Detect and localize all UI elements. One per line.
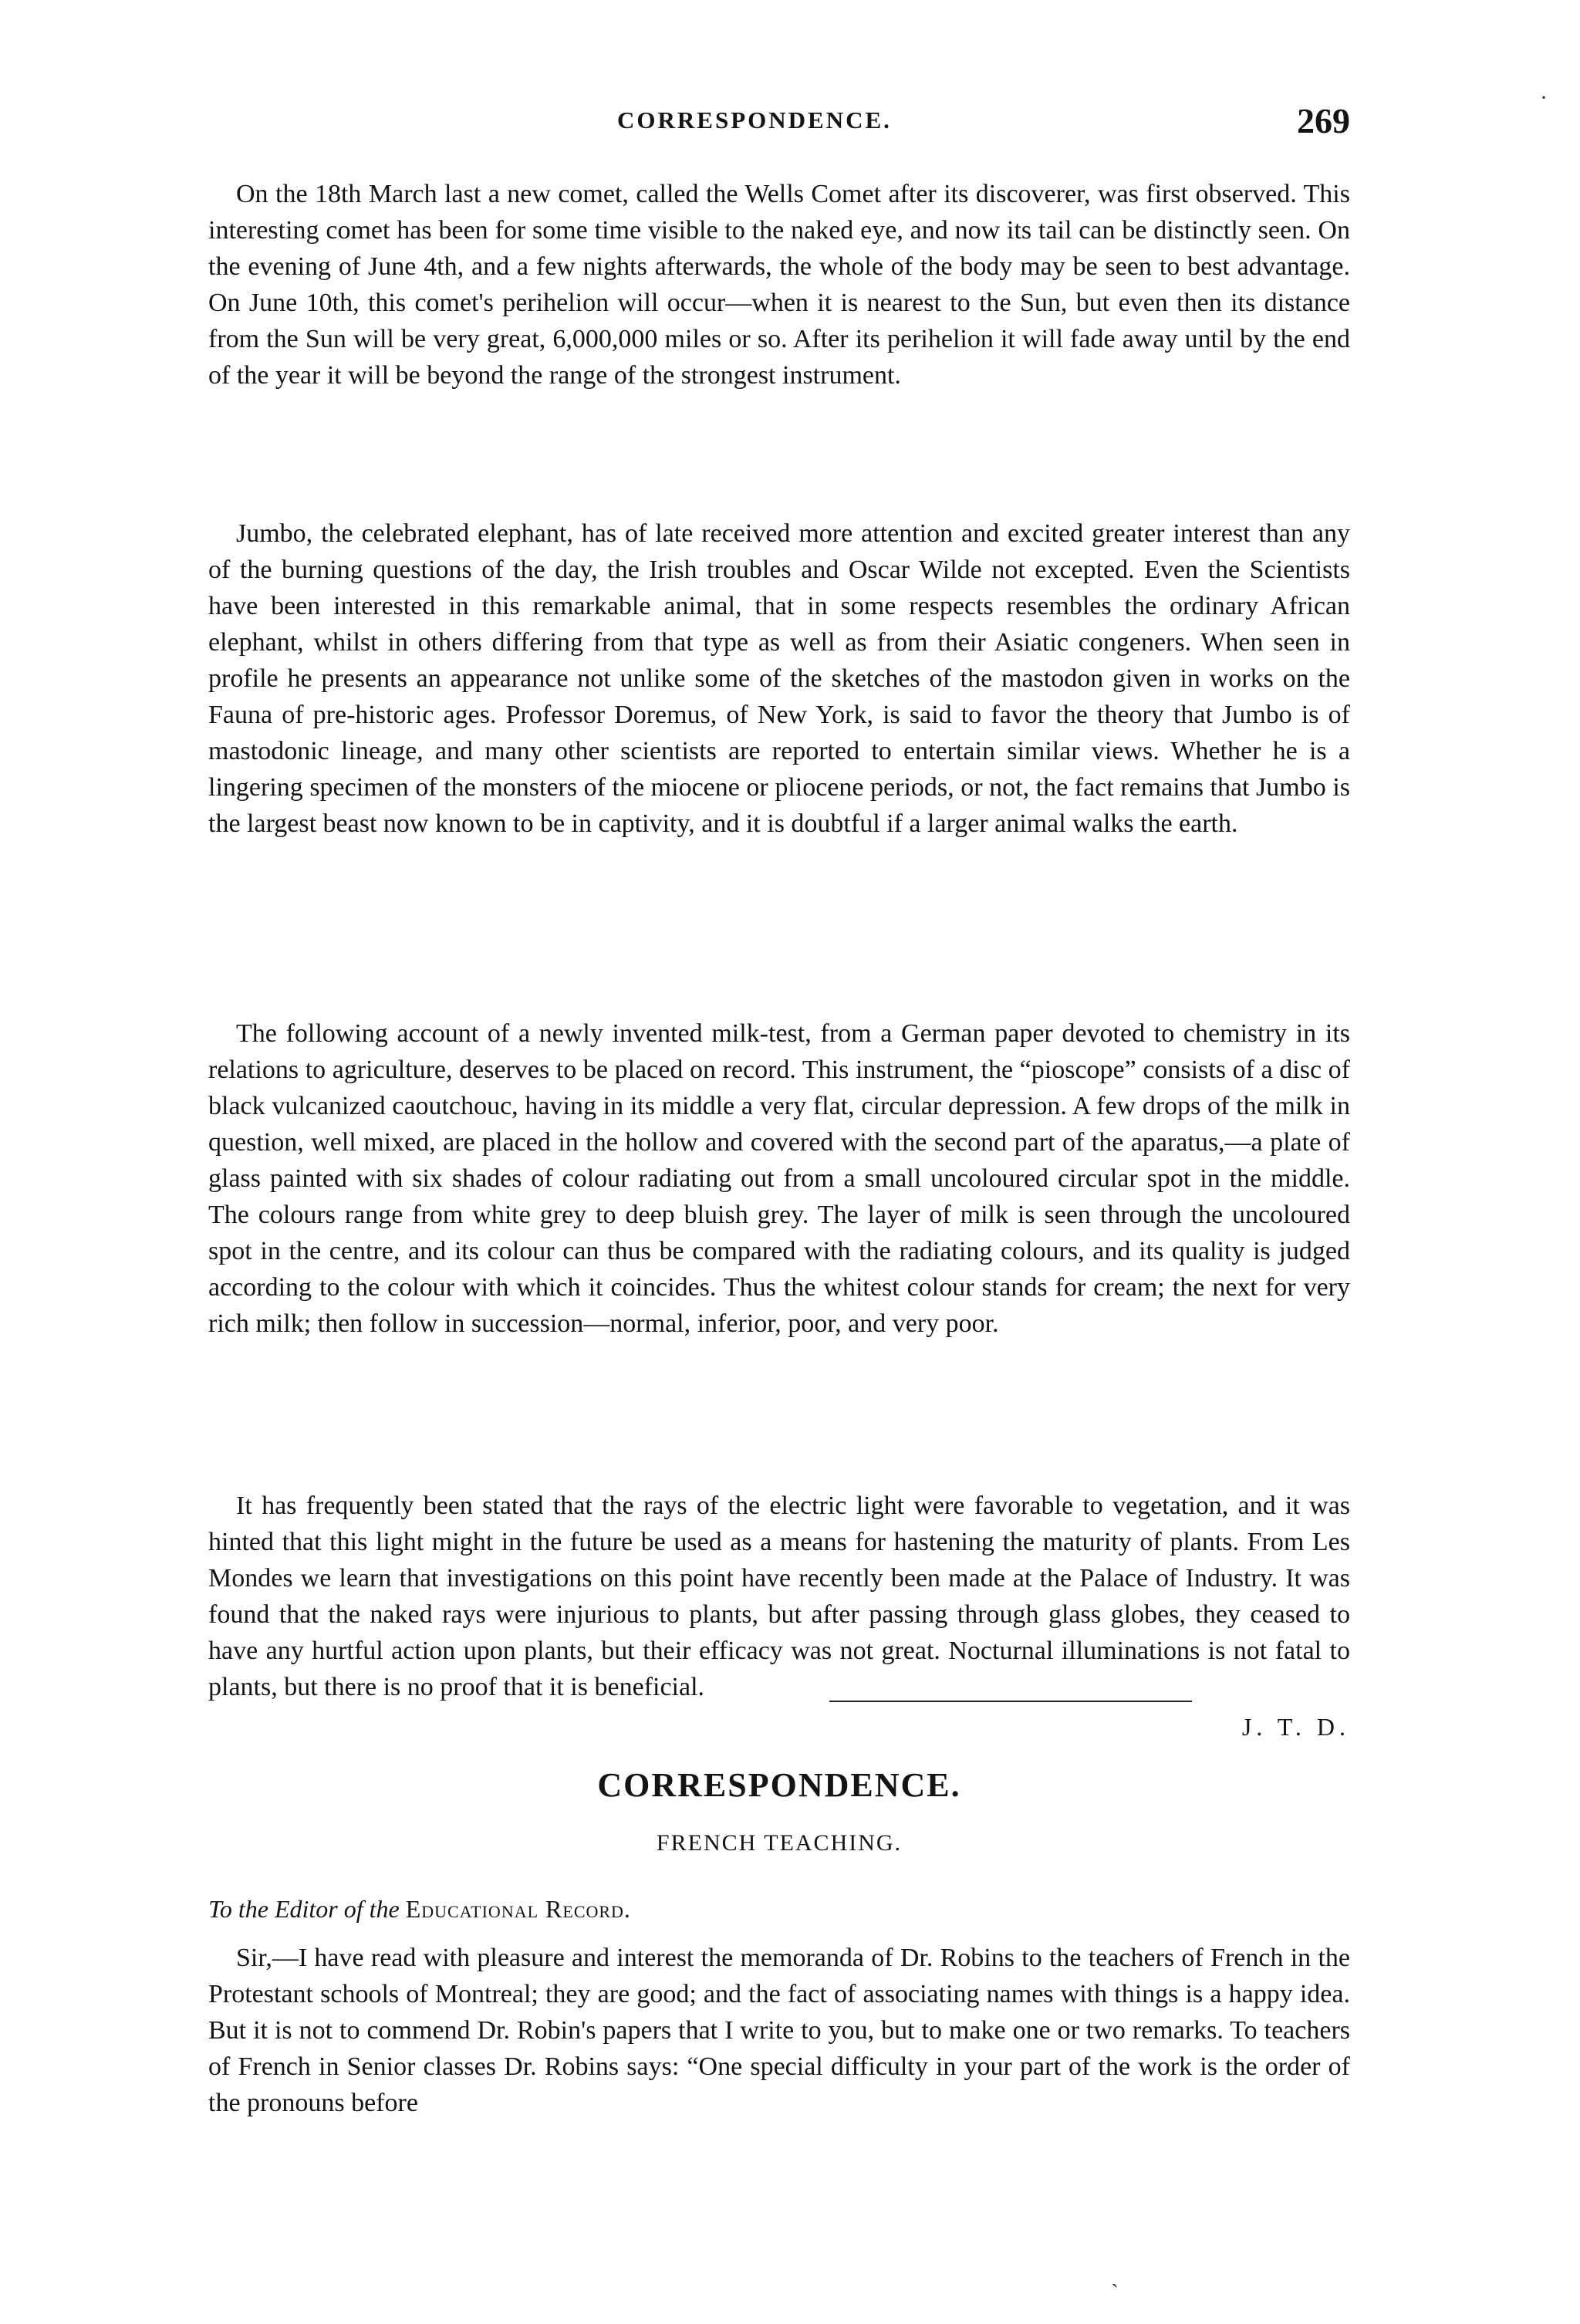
comet-paragraph-block xyxy=(208,176,1350,394)
signature-block xyxy=(208,1713,1350,1744)
comet-paragraph: On the 18th March last a new comet, called the Wells Comet after its discoverer, was first observed. This interesting comet has been for some time visible to the naked eye, and now its tail can be distinctly seen. On the evening of June 4th, and a few nights afterwards, the whole of the body may be seen to best advantage. On June 10th, this comet's perihelion will occur—when it is nearest to the Sun, but even then its distance from the Sun will be very great, 6,000,000 miles or so. After its perihelion it will fade away until by the end of the year it will be beyond the range of the strongest instrument. xyxy=(208,180,1350,390)
letter-paragraph: Sir,—I have read with pleasure and interest the memoranda of Dr. Robins to the teachers of French in the Protestant schools of Montreal; they are good; and the fact of associating names with things is a happy idea. But it is not to commend Dr. Robin's papers that I write to you, but to make one or two remarks. To teachers of French in Senior classes Dr. Robins says: “One special difficulty in your part of the work is the order of the pronouns before xyxy=(208,1944,1350,2117)
running-head xyxy=(208,101,1350,153)
electric-light-paragraph-block xyxy=(208,1488,1350,1705)
page-number: 269 xyxy=(1297,101,1350,140)
jumbo-paragraph-block xyxy=(208,515,1350,842)
salutation-journal: Educational Record. xyxy=(405,1895,631,1923)
milk-test-paragraph: The following account of a newly invented milk-test, from a German paper devoted to chemistry in its relations to agriculture, deserves to be placed on record. This instrument, the “pioscope” consists of a disc of black vulcanized caoutchouc, having in its middle a very flat, circular depression. A few drops of the milk in question, well mixed, are placed in the hollow and covered with the second part of the aparatus,—a plate of glass painted with six shades of colour radiating out from a small uncoloured circular spot in the middle. The colours range from white grey to deep bluish grey. The layer of milk is seen through the uncoloured spot in the centre, and its colour can thus be compared with the radiating colours, and its quality is judged according to the colour with which it coincides. Thus the whitest colour stands for cream; the next for very rich milk; then follow in succession—normal, inferior, poor, and very poor. xyxy=(208,1019,1350,1338)
salutation xyxy=(208,1895,631,1924)
bottom-mark: ˏ xyxy=(1111,2262,1119,2288)
running-title: CORRESPONDENCE. xyxy=(617,106,892,133)
section-heading: CORRESPONDENCE. xyxy=(597,1766,961,1804)
section-subheading: FRENCH TEACHING. xyxy=(656,1830,903,1856)
electric-light-paragraph: It has frequently been stated that the rays of the electric light were favorable to vegetation, and it was hinted that this light might in the future be used as a means for hastening the maturity of plants. From Les Mondes we learn that investigations on this point have recently been made at the Palace of Industry. It was found that the naked rays were injurious to plants, but after passing through glass globes, they ceased to have any hurtful action upon plants, but their efficacy was not great. Nocturnal illuminations is not fatal to plants, but there is no proof that it is beneficial. xyxy=(208,1491,1350,1701)
milk-test-paragraph-block xyxy=(208,1015,1350,1342)
margin-mark: · xyxy=(1540,85,1548,110)
author-signature: J. T. D. xyxy=(1241,1713,1350,1741)
jumbo-paragraph: Jumbo, the celebrated elephant, has of late received more attention and excited greater interest than any of the burning questions of the day, the Irish troubles and Oscar Wilde not excepted. Even the Scientists have been interested in this remarkable animal, that in some respects resembles the ordinary African elephant, whilst in others differing from that type as well as from their Asiatic congeners. When seen in profile he presents an appearance not unlike some of the sketches of the mastodon given in works on the Fauna of pre-historic ages. Professor Doremus, of New York, is said to favor the theory that Jumbo is of mastodonic lineage, and many other scientists are reported to entertain similar views. Whether he is a lingering specimen of the monsters of the miocene or pliocene periods, or not, the fact remains that Jumbo is the largest beast now known to be in captivity, and it is doubtful if a larger animal walks the earth. xyxy=(208,519,1350,838)
salutation-prefix: To the Editor of the xyxy=(208,1895,400,1923)
letter-paragraph-block xyxy=(208,1940,1350,2121)
